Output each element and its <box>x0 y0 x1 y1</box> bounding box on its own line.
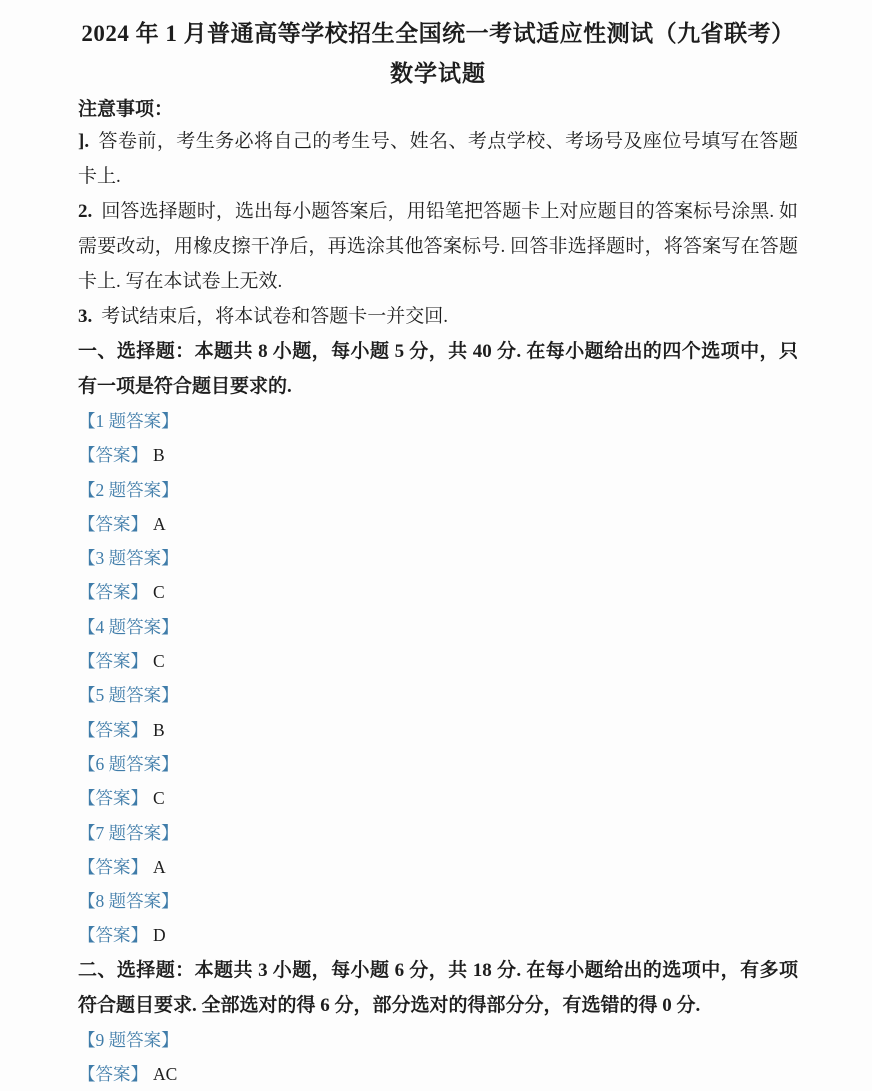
section-1-heading: 一、选择题：本题共 8 小题，每小题 5 分，共 40 分. 在每小题给出的四个选项中，只有一项是符合题目要求的. <box>78 341 798 397</box>
answer-label: 【答案】 <box>78 719 148 740</box>
question-7-answer <box>78 850 798 884</box>
answer-value: B <box>153 445 165 466</box>
answer-value: D <box>153 925 166 946</box>
section-1-answers <box>78 404 798 953</box>
page-subtitle: 数学试题 <box>390 61 486 86</box>
answer-value: B <box>153 719 165 740</box>
question-9-label: 【9 题答案】 <box>78 1029 179 1050</box>
answer-label: 【答案】 <box>78 445 148 466</box>
answer-label: 【答案】 <box>78 1064 148 1085</box>
notice-text-1: 答卷前，考生务必将自己的考生号、姓名、考点学校、考场号及座位号填写在答题卡上. <box>78 131 798 187</box>
answer-value: AC <box>153 1064 178 1085</box>
notice-item-3 <box>78 299 798 334</box>
question-2-label: 【2 题答案】 <box>78 479 179 500</box>
question-4-label: 【4 题答案】 <box>78 616 179 637</box>
answer-label: 【答案】 <box>78 513 148 534</box>
answer-value: A <box>153 513 166 534</box>
notice-item-1 <box>78 124 798 194</box>
answer-label: 【答案】 <box>78 925 148 946</box>
answer-label: 【答案】 <box>78 651 148 672</box>
page-title: 2024 年 1 月普通高等学校招生全国统一考试适应性测试（九省联考） <box>81 21 795 46</box>
notice-item-2 <box>78 194 798 299</box>
question-8-answer <box>78 918 798 952</box>
question-6-label: 【6 题答案】 <box>78 753 179 774</box>
question-3-answer <box>78 575 798 609</box>
notice-number-3: 3. <box>78 306 93 327</box>
notice-number-2: 2. <box>78 201 93 222</box>
section-2-heading: 二、选择题：本题共 3 小题，每小题 6 分，共 18 分. 在每小题给出的选项中，有多项符合题目要求. 全部选对的得 6 分，部分选对的得部分分，有选错的得 0 分. <box>78 959 798 1016</box>
answer-label: 【答案】 <box>78 582 148 603</box>
notice-text-2: 回答选择题时，选出每小题答案后，用铅笔把答题卡上对应题目的答案标号涂黑. 如需要改动，用橡皮擦干净后，再选涂其他答案标号. 回答非选择题时，将答案写在答题卡上. 写在本试卷上无效. <box>78 201 798 292</box>
notice-number-1: ]. <box>78 131 90 152</box>
notice-text-3: 考试结束后，将本试卷和答题卡一并交回. <box>101 306 449 327</box>
question-2-answer <box>78 507 798 541</box>
question-9-answer <box>78 1057 798 1091</box>
answer-label: 【答案】 <box>78 856 148 877</box>
question-5-answer <box>78 713 798 747</box>
section-2-answers <box>78 1023 798 1091</box>
answer-value: C <box>153 788 165 809</box>
question-6-answer <box>78 781 798 815</box>
question-1-label: 【1 题答案】 <box>78 411 179 431</box>
answer-value: C <box>153 651 165 672</box>
answer-label: 【答案】 <box>78 788 148 809</box>
question-3-label: 【3 题答案】 <box>78 548 179 569</box>
question-1-answer <box>78 438 798 472</box>
question-5-label: 【5 题答案】 <box>78 685 179 706</box>
question-4-answer <box>78 644 798 678</box>
notice-heading: 注意事项： <box>78 99 174 120</box>
answer-value: C <box>153 582 165 603</box>
question-7-label: 【7 题答案】 <box>78 822 179 843</box>
question-8-label: 【8 题答案】 <box>78 891 179 912</box>
answer-value: A <box>153 856 166 877</box>
